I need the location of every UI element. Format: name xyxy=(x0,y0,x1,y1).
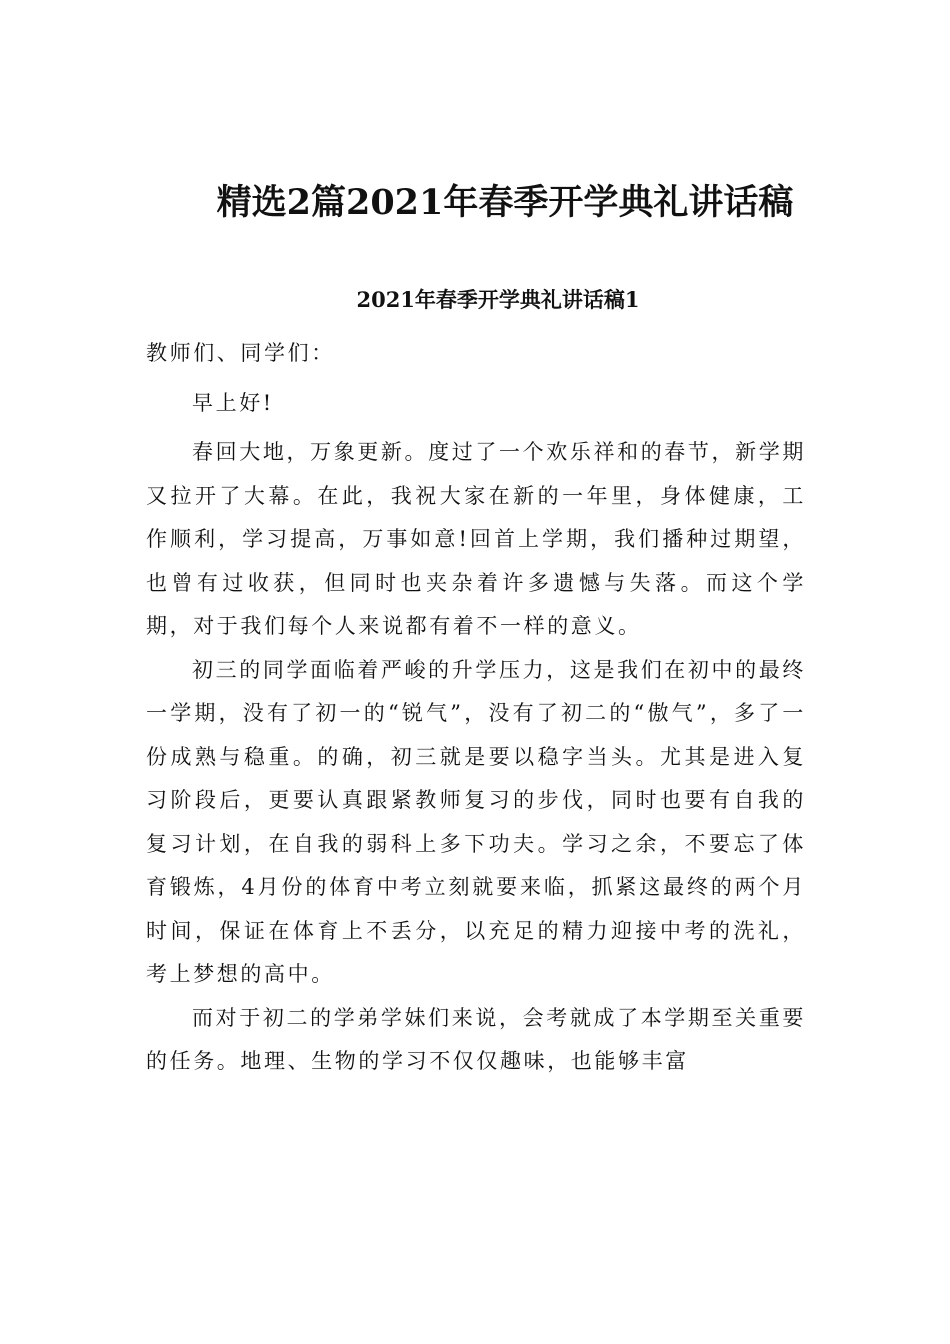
paragraph: 初三的同学面临着严峻的升学压力，这是我们在初中的最终一学期，没有了初一的“锐气”，没有了初二的“傲气”，多了一份成熟与稳重。的确，初三就是要以稳字当头。尤其是进入复习阶段后，更要认真跟紧教师复习的步伐，同时也要有自我的复习计划，在自我的弱科上多下功夫。学习之余，不要忘了体育锻炼，4月份的体育中考立刻就要来临，抓紧这最终的两个月时间，保证在体育上不丢分，以充足的精力迎接中考的洗礼，考上梦想的高中。 xyxy=(146,657,806,986)
salutation: 教师们、同学们： xyxy=(146,341,335,365)
document-title: 精选2篇2021年春季开学典礼讲话稿 xyxy=(216,182,794,223)
section-title: 2021年春季开学典礼讲话稿1 xyxy=(356,287,640,312)
greeting: 早上好! xyxy=(192,390,274,415)
paragraph: 而对于初二的学弟学妹们来说，会考就成了本学期至关重要的任务。地理、生物的学习不仅仅趣味，也能够丰富 xyxy=(146,1005,806,1073)
document-body xyxy=(146,332,806,1084)
paragraph: 春回大地，万象更新。度过了一个欢乐祥和的春节，新学期又拉开了大幕。在此，我祝大家在新的一年里，身体健康，工作顺利，学习提高，万事如意!回首上学期，我们播种过期望，也曾有过收获，但同时也夹杂着许多遗憾与失落。而这个学期，对于我们每个人来说都有着不一样的意义。 xyxy=(146,440,806,638)
